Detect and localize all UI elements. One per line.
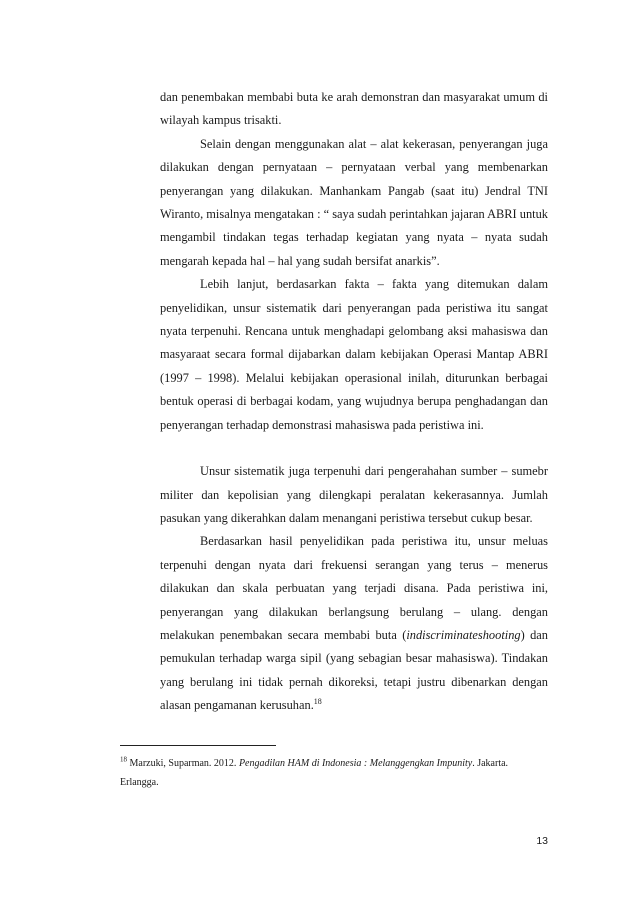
page-number: 13: [536, 835, 548, 847]
body-text: [160, 86, 548, 718]
footnote: [120, 754, 548, 792]
paragraph-5: [160, 530, 548, 717]
paragraph-2: Selain dengan menggunakan alat – alat kekerasan, penyerangan juga dilakukan dengan pernyataan – pernyataan verbal yang membenarkan penyerangan yang dilakukan. Manhankam Pangab (saat itu) Jendral TNI Wiranto, misalnya mengatakan : “ saya sudah perintahkan jajaran ABRI untuk mengambil tindakan tegas terhadap kegiatan yang nyata – nyata sudah mengarah kepada hal – hal yang sudah bersifat anarkis”.: [160, 136, 548, 268]
paragraph-5-italic-term: indiscriminateshooting: [406, 627, 521, 642]
paragraph-1: dan penembakan membabi buta ke arah demonstran dan masyarakat umum di wilayah kampus trisakti.: [160, 90, 548, 128]
footnote-text-b: . Jakarta. Erlangga.: [120, 758, 509, 788]
footnote-book-title: Pengadilan HAM di Indonesia : Melanggengkan Impunity: [238, 758, 473, 769]
footnote-text-a: Marzuki, Suparman. 2012.: [127, 758, 239, 769]
footnote-number: 18: [120, 755, 127, 764]
footnote-reference[interactable]: 18: [313, 697, 322, 707]
footnote-divider: [120, 745, 276, 746]
paragraph-5-text-b: ) dan pemukulan terhadap warga sipil (yang sebagian besar mahasiswa). Tindakan yang berulang ini tidak pernah dikoreksi, tetapi justru dibenarkan dengan alasan pengamanan kerusuhan.: [160, 627, 548, 713]
paragraph-4: Unsur sistematik juga terpenuhi dari pengerahahan sumber – sumebr militer dan kepolisian yang dilengkapi peralatan kekerasannya. Jumlah pasukan yang dikerahkan dalam menangani peristiwa tersebut cukup besar.: [160, 464, 548, 525]
paragraph-5-text-a: Berdasarkan hasil penyelidikan pada peristiwa itu, unsur meluas terpenuhi dengan nyata dari frekuensi serangan yang terus – menerus dilakukan dan skala perbuatan yang terjadi disana. Pada peristiwa ini, penyerangan yang dilakukan berlangsung berulang – ulang. dengan melakukan penembakan secara membabi buta (: [160, 534, 548, 642]
paragraph-3: Lebih lanjut, berdasarkan fakta – fakta yang ditemukan dalam penyelidikan, unsur sistematik dari penyerangan pada peristiwa itu sangat nyata terpenuhi. Rencana untuk menghadapi gelombang aksi mahasiswa dan masyaraat secara formal dijabarkan dalam kebijakan Operasi Mantap ABRI (1997 – 1998). Melalui kebijakan operasional inilah, diturunkan berbagai bentuk operasi di berbagai kodam, yang wujudnya berupa penghadangan dan penyerangan terhadap demonstrasi mahasiswa pada peristiwa ini.: [160, 277, 548, 432]
